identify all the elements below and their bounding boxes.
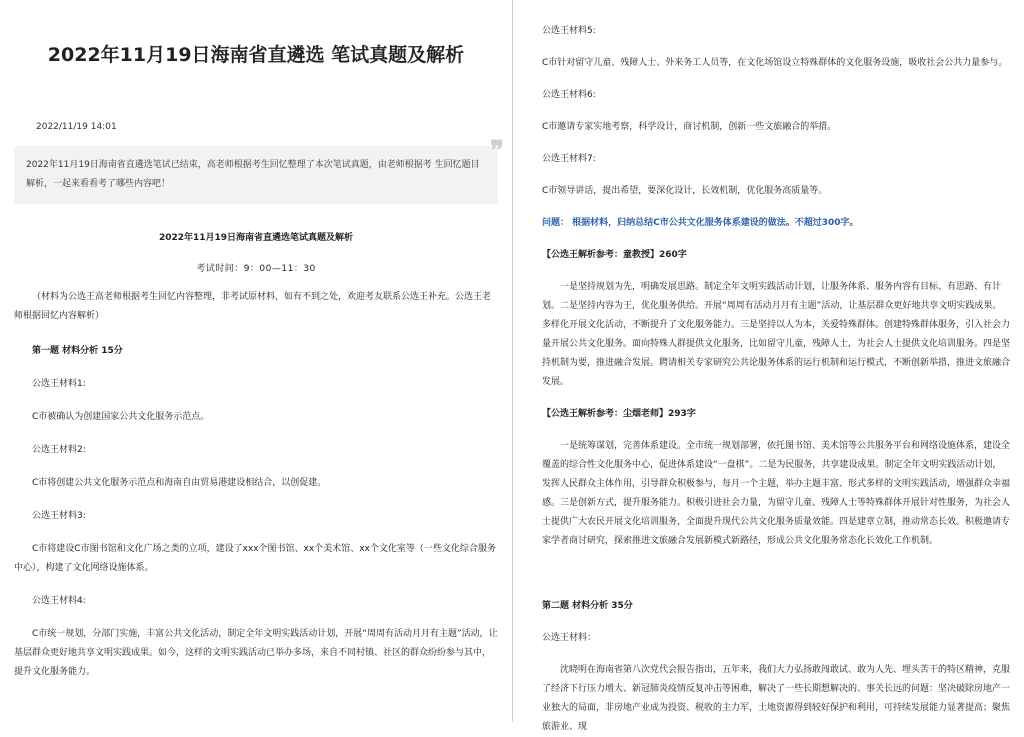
question-2-material-text: 沈晓明在海南省第八次党代会报告指出，五年来，我们大力弘扬敢闯敢试、敢为人先、埋头苦干的特区精神，克服了经济下行压力增大、新冠肺炎疫情反复冲击等困难，解决了一些长期想解决的、事关长远的问题：坚决破除房地产一业独大的局面，非房地产业成为投资、税收的主力军，土地资源得到较好保护和利用，可持续发展能力显著提高；聚焦旅游业、现 (542, 665, 1011, 732)
material-7-label: 公选王材料7: (542, 154, 596, 164)
intro-box: 2022年11月19日海南省直遴选笔试已结束，高老师根据考生回忆整理了本次笔试真题，由老师根据考 生回忆题目解析，一起来看看考了哪些内容吧！ (14, 146, 498, 204)
material-2-text: C市将创建公共文化服务示范点和海南自由贸易港建设相结合，以创促建。 (32, 478, 327, 488)
material-7-text: C市领导讲话，提出希望，要深化设计，长效机制，优化服务高质量等。 (542, 186, 828, 196)
exam-time: 考试时间：9：00—11：30 (196, 264, 316, 274)
material-4-text: C市统一规划，分部门实施，丰富公共文化活动，制定全年文明实践活动计划，开展“周周有活动月月有主题”活动，让基层群众更好地共享文明实践成果。如今，这样的文明实践活动已举办多场，来自不同村镇、社区的群众纷纷参与其中，提升文化服务能力。 (14, 629, 498, 677)
document-title: 2022年11月19日海南省直遴选 笔试真题及解析 (47, 44, 465, 66)
note-paragraph: （材料为公选王高老师根据考生回忆内容整理，非考试原材料，如有不到之处，欢迎考友联系公选王补充。公选王老师根据回忆内容解析） (14, 292, 492, 321)
material-5-label: 公选王材料5: (542, 26, 596, 36)
question-text: 问题： 根据材料，归纳总结C市公共文化服务体系建设的做法。不超过300字。 (542, 218, 859, 228)
material-2-label: 公选王材料2: (32, 445, 86, 455)
material-3-label: 公选王材料3: (32, 511, 86, 521)
material-1-label: 公选王材料1: (32, 379, 86, 389)
material-4-label: 公选王材料4: (32, 596, 86, 606)
publish-date: 2022/11/19 14:01 (36, 122, 117, 132)
answer-1-text: 一是坚持规划为先，明确发展思路。制定全年文明实践活动计划，让服务体系、服务内容有目标、有思路、有计划。二是坚持内容为王，优化服务供给。开展“周周有活动月月有主题”活动，让基层群众更好地共享文明实践成果。多样化开展文化活动，不断提升了文化服务能力。三是坚持以人为本，关爱特殊群体。创建特殊群体服务，引入社会力量开展公共文化服务。面向特殊人群提供文化服务，比如留守儿童，残障人士，为社会人士提供文化培训服务。四是坚持机制为要，推进融合发展。聘请相关专家研究公共论服务体系的运行机制和运行模式，不断创新举措，推进文旅融合发展。 (542, 282, 1011, 387)
left-page (0, 0, 512, 722)
answer-2-text: 一是统筹谋划，完善体系建设。全市统一规划部署，依托图书馆、美术馆等公共服务平台和网络设施体系，建设全覆盖的综合性文化服务中心，促进体系建设“一盘棋”。二是为民服务，共享建设成果。制定全年文明实践活动计划，发挥人民群众主体作用，引导群众积极参与，每月一个主题，举办主题丰富、形式多样的文明实践活动，增强群众幸福感。三是创新方式，提升服务能力。积极引进社会力量，为留守儿童、残障人士等特殊群体开展针对性服务，为社会人士提供广大农民开展文化培训服务，全面提升现代公共文化服务质量效能。四是建章立制，推动常态长效。积极邀请专家学者商讨研究，探索推进文旅融合发展新模式新路径，形成公共文化服务常态化长效化工作机制。 (542, 441, 1011, 546)
question-2-title: 第二题 材料分析 35分 (542, 601, 633, 611)
right-page (512, 0, 1024, 732)
material-5-text: C市针对留守儿童、残障人士、外来务工人员等，在文化场馆设立特殊群体的文化服务设施，吸收社会公共力量参与。 (542, 58, 1008, 68)
material-6-text: C市邀请专家实地考察，科学设计，商讨机制，创新一些文旅融合的举措。 (542, 122, 837, 132)
section-heading: 2022年11月19日海南省直遴选笔试真题及解析 (158, 233, 354, 243)
answer-2-title: 【公选王解析参考：尘烟老师】293字 (542, 409, 696, 419)
question-1-title: 第一题 材料分析 15分 (32, 346, 123, 356)
answer-1-title: 【公选王解析参考：童教授】260字 (542, 250, 687, 260)
question-2-material-label: 公选王材料： (542, 633, 597, 643)
material-1-text: C市被确认为创建国家公共文化服务示范点。 (32, 412, 210, 422)
material-6-label: 公选王材料6: (542, 90, 596, 100)
material-3-text: C市将建设C市图书馆和文化广场之类的立项，建设了xxx个图书馆、xx个美术馆、xx个文化室等（一些文化综合服务中心），构建了文化网络设施体系。 (14, 544, 496, 573)
quote-icon: ❞ (490, 136, 504, 166)
